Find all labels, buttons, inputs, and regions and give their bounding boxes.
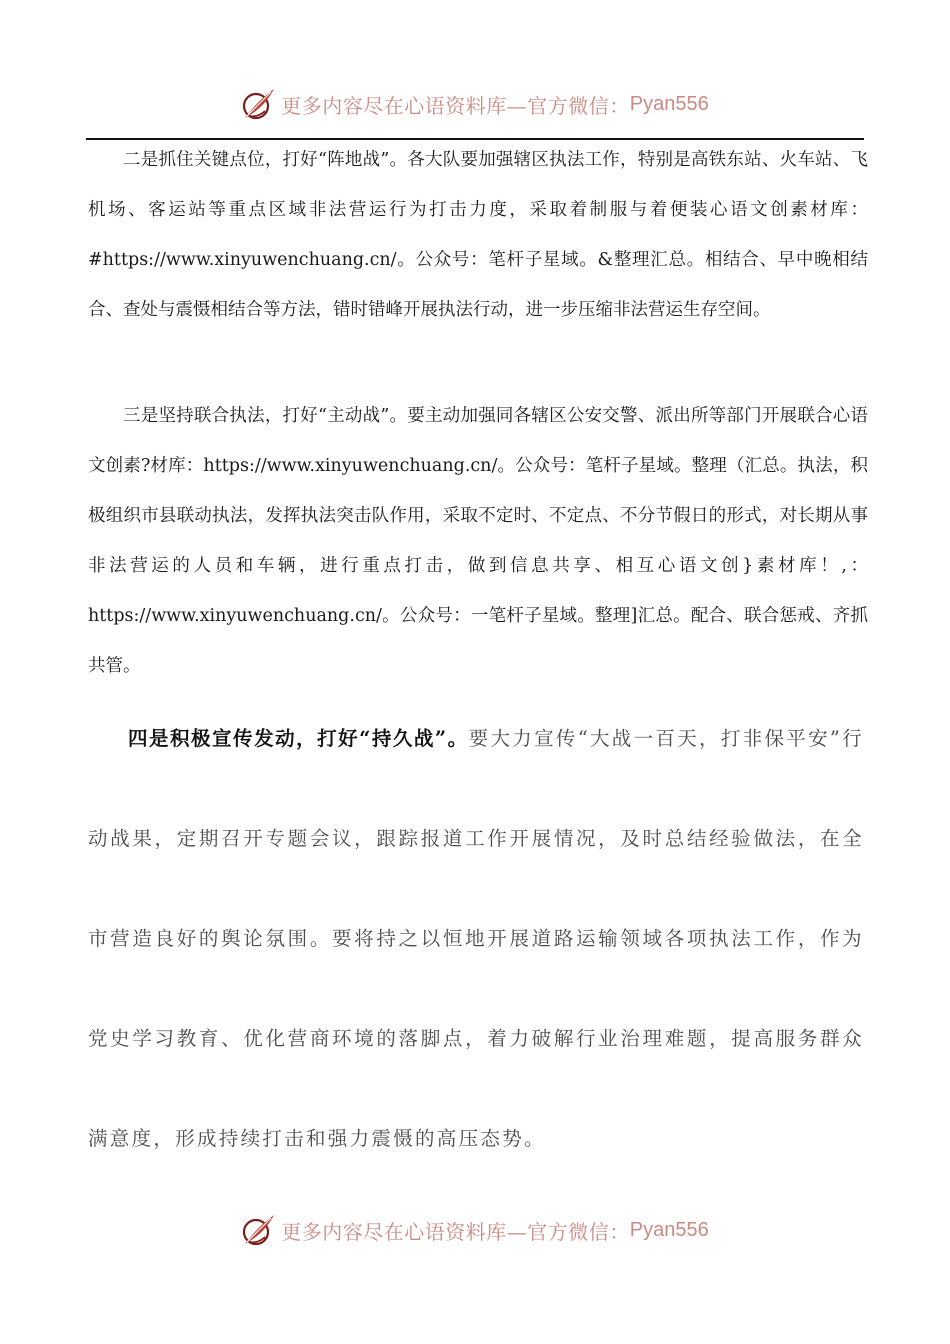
footer-banner [0,1208,950,1252]
quill-logo-icon [241,1212,277,1248]
banner-text: 更多内容尽在心语资料库—官方微信： [281,93,630,118]
header-banner [0,82,950,126]
paragraph-2: 二是抓住关键点位，打好“阵地战”。各大队要加强辖区执法工作，特别是高铁东站、火车站、飞机场、客运站等重点区域非法营运行为打击力度，采取着制服与着便装心语文创素材库：#https://www.xinyuwenchuang.cn/。公众号：笔杆子星域。&整理汇总。相结合、早中晚相结合、查处与震慑相结合等方法，错时错峰开展执法行动，进一步压缩非法营运生存空间。 [88,150,868,320]
banner-text: 更多内容尽在心语资料库—官方微信： [281,1219,630,1244]
paragraph-4-body: 要大力宣传“大战一百天，打非保平安”行动战果，定期召开专题会议，跟踪报道工作开展情况，及时总结经验做法，在全市营造良好的舆论氛围。要将持之以恒地开展道路运输领域各项执法工作，作为党史学习教育、优化营商环境的落脚点，着力破解行业治理难题，提高服务群众满意度，形成持续打击和强力震慑的高压态势。 [88,727,864,1150]
banner-wechat-id: Pyan556 [629,1218,709,1241]
paragraph-4-lead: 四是积极宣传发动，打好“持久战”。 [128,727,469,750]
banner-wechat-id: Pyan556 [629,92,709,115]
quill-logo-icon [241,86,277,122]
paragraph-3: 三是坚持联合执法，打好“主动战”。要主动加强同各辖区公安交警、派出所等部门开展联合心语文创素?材库：https://www.xinyuwenchuang.cn/。公众号：笔杆子星域。整理（汇总。执法，积极组织市县联动执法，发挥执法突击队作用，采取不定时、不定点、不分节假日的形式，对长期从事非法营运的人员和车辆，进行重点打击，做到信息共享、相互心语文创}素材库！,：https://www.xinyuwenchuang.cn/。公众号：一笔杆子星域。整理]汇总。配合、联合惩戒、齐抓共管。 [88,406,868,676]
paragraph-4 [88,689,864,1189]
